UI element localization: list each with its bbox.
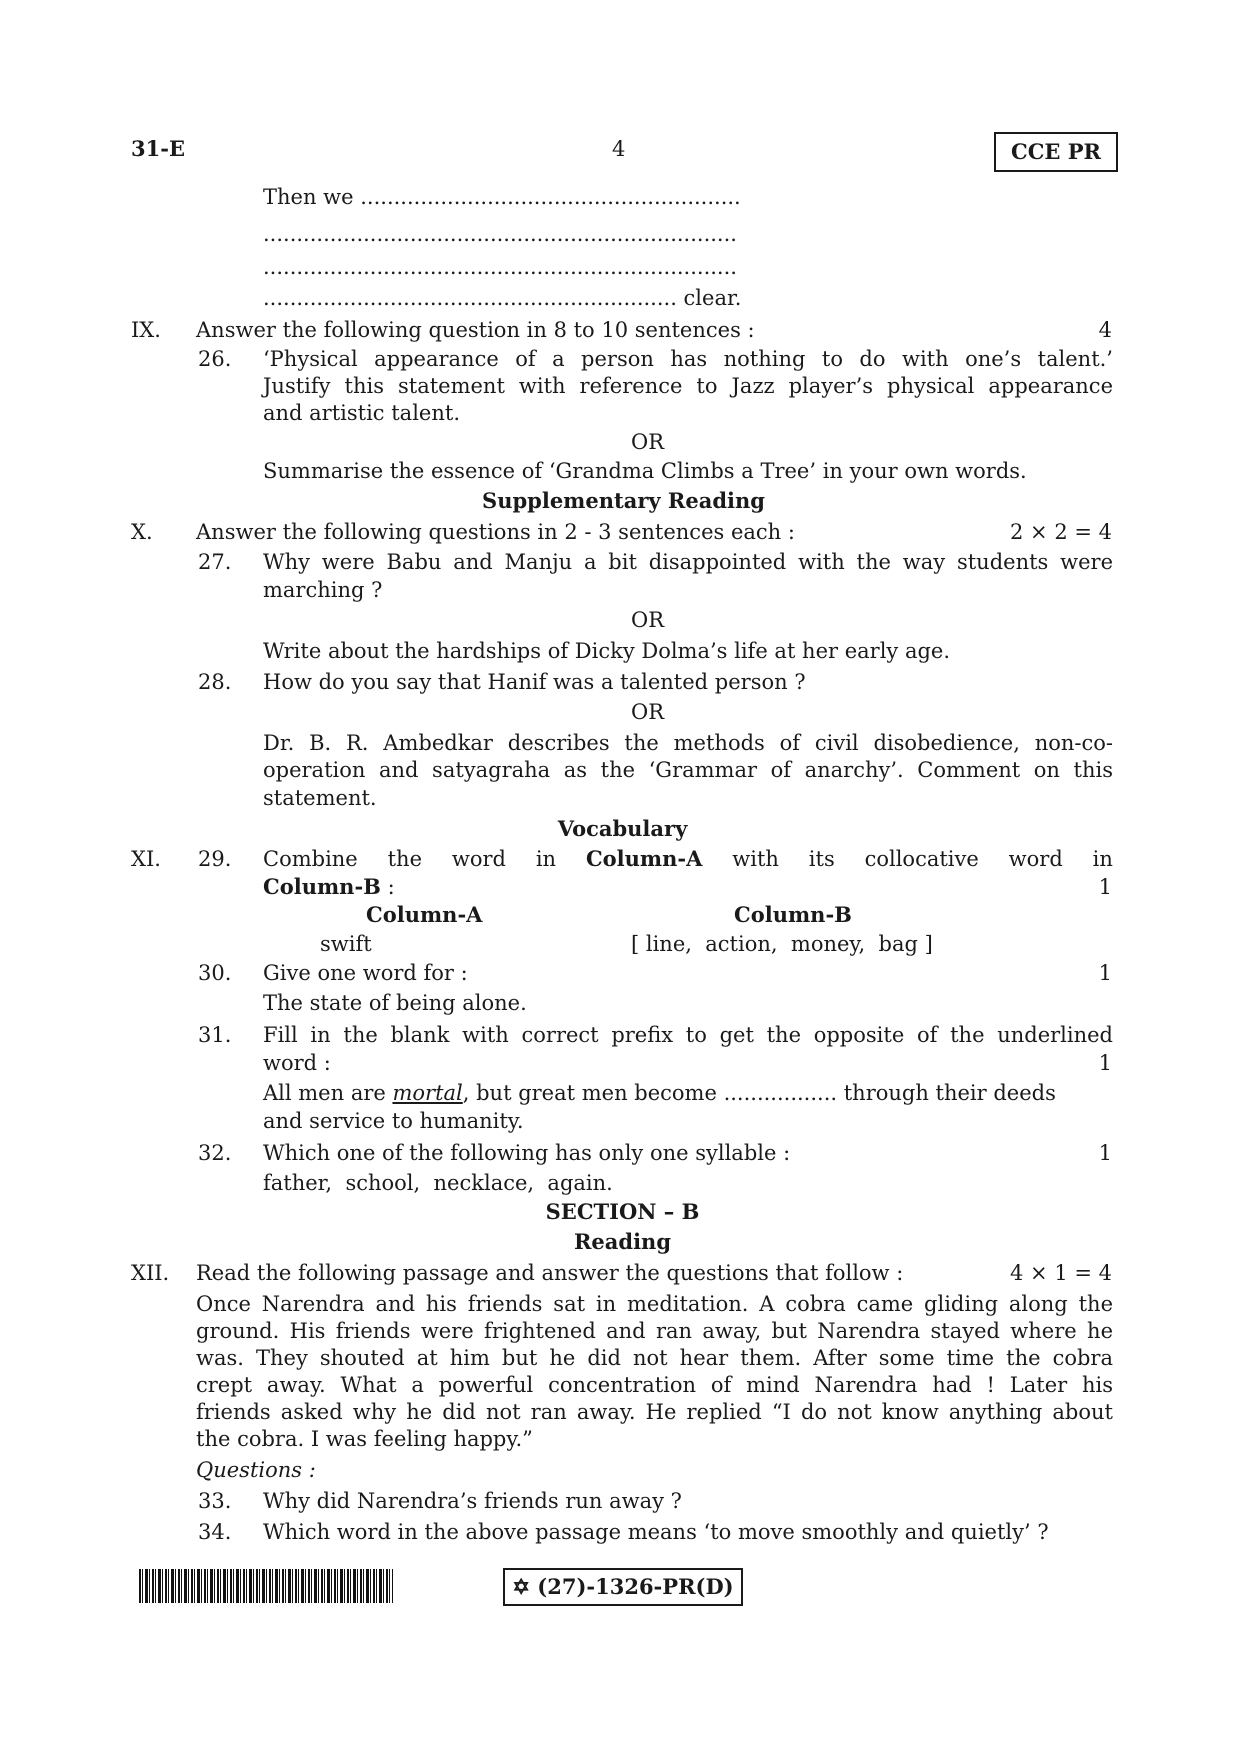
or-separator: OR bbox=[630, 608, 665, 632]
column-a-heading: Column-A bbox=[366, 902, 483, 927]
question-text bbox=[263, 874, 395, 900]
instruction: Answer the following questions in 2 - 3 sentences each : bbox=[196, 520, 795, 544]
question-text: Dr. B. R. Ambedkar describes the methods of civil disobedience, non-co- bbox=[263, 731, 1113, 755]
or-separator: OR bbox=[630, 430, 665, 454]
question-text: Why were Babu and Manju a bit disappointed with the way students were bbox=[263, 550, 1113, 574]
question-text: Write about the hardships of Dicky Dolma’s life at her early age. bbox=[263, 639, 951, 663]
word: the bbox=[387, 847, 423, 871]
passage-line: Once Narendra and his friends sat in meditation. A cobra came gliding along the bbox=[196, 1292, 1113, 1316]
question-number: 31. bbox=[198, 1023, 232, 1047]
section-heading: Vocabulary bbox=[557, 816, 688, 841]
footer-code-box: ✡ (27)-1326-PR(D) bbox=[503, 1568, 743, 1606]
question-text: The state of being alone. bbox=[263, 991, 527, 1015]
question-text: and service to humanity. bbox=[263, 1109, 524, 1133]
question-text: operation and satyagraha as the ‘Grammar of anarchy’. Comment on this bbox=[263, 758, 1113, 782]
marks: 4 × 1 = 4 bbox=[1010, 1261, 1112, 1285]
section-subheading: Reading bbox=[573, 1229, 672, 1254]
marks: 2 × 2 = 4 bbox=[1010, 520, 1112, 544]
word: its bbox=[808, 847, 835, 871]
marks: 1 bbox=[1098, 1051, 1112, 1075]
sentence-part: , but great men become ................. through their deeds bbox=[462, 1081, 1056, 1105]
word: Combine bbox=[263, 847, 358, 871]
series-box: CCE PR bbox=[994, 132, 1118, 172]
column-a-item: swift bbox=[320, 932, 372, 956]
barcode bbox=[139, 1569, 393, 1603]
marks: 1 bbox=[1098, 1141, 1112, 1165]
continuation-line: .............................................................. clear. bbox=[263, 286, 742, 310]
question-text: Give one word for : bbox=[263, 961, 468, 985]
question-text: Which one of the following has only one syllable : bbox=[263, 1141, 791, 1165]
question-text: Which word in the above passage means ‘to move smoothly and quietly’ ? bbox=[263, 1520, 1049, 1544]
question-text: How do you say that Hanif was a talented person ? bbox=[263, 670, 806, 694]
question-number: 34. bbox=[198, 1520, 232, 1544]
question-text: and artistic talent. bbox=[263, 401, 460, 425]
word: with bbox=[732, 847, 779, 871]
question-text: Justify this statement with reference to Jazz player’s physical appearance bbox=[263, 374, 1113, 398]
section-heading: SECTION – B bbox=[545, 1199, 700, 1224]
marks: 1 bbox=[1098, 961, 1112, 985]
question-text: ‘Physical appearance of a person has nothing to do with one’s talent.’ bbox=[263, 347, 1113, 371]
marks: 1 bbox=[1098, 875, 1112, 899]
passage-line: was. They shouted at him but he did not hear them. After some time the cobra bbox=[196, 1346, 1113, 1370]
question-text: Summarise the essence of ‘Grandma Climbs a Tree’ in your own words. bbox=[263, 459, 1027, 483]
continuation-line: ....................................................................... bbox=[263, 255, 737, 279]
question-number: 27. bbox=[198, 550, 232, 574]
column-b-heading: Column-B bbox=[734, 902, 852, 927]
word: collocative bbox=[864, 847, 979, 871]
section-roman: XI. bbox=[131, 847, 161, 871]
marks: 4 bbox=[1098, 318, 1112, 342]
question-text: Fill in the blank with correct prefix to get the opposite of the underlined bbox=[263, 1023, 1113, 1047]
passage-line: friends asked why he did not ran away. He replied “I do not know anything about bbox=[196, 1400, 1113, 1424]
question-number: 28. bbox=[198, 670, 232, 694]
questions-label: Questions : bbox=[196, 1458, 316, 1482]
question-number: 30. bbox=[198, 961, 232, 985]
word: word bbox=[451, 847, 506, 871]
section-roman: IX. bbox=[131, 318, 161, 342]
question-number: 29. bbox=[198, 847, 232, 871]
page-number: 4 bbox=[612, 137, 626, 161]
question-text: Why did Narendra’s friends run away ? bbox=[263, 1489, 682, 1513]
instruction: Answer the following question in 8 to 10 sentences : bbox=[196, 318, 755, 342]
continuation-line: Then we ......................................................... bbox=[263, 185, 741, 209]
question-sentence bbox=[263, 1080, 1113, 1106]
sentence-part: All men are bbox=[263, 1081, 393, 1105]
question-text: marching ? bbox=[263, 578, 383, 602]
passage-line: the cobra. I was feeling happy.” bbox=[196, 1427, 533, 1451]
passage-line: ground. His friends were frightened and ran away, but Narendra stayed where he bbox=[196, 1319, 1113, 1343]
column-b-label: Column-B bbox=[263, 874, 381, 899]
question-text bbox=[263, 846, 1113, 872]
question-text: word : bbox=[263, 1051, 331, 1075]
section-roman: X. bbox=[131, 520, 153, 544]
passage-line: crept away. What a powerful concentration of mind Narendra had ! Later his bbox=[196, 1373, 1113, 1397]
column-b-items: [ line, action, money, bag ] bbox=[631, 932, 933, 956]
section-heading: Supplementary Reading bbox=[482, 488, 765, 513]
continuation-line: ....................................................................... bbox=[263, 222, 737, 246]
question-number: 26. bbox=[198, 347, 232, 371]
question-number: 32. bbox=[198, 1141, 232, 1165]
word: word bbox=[1008, 847, 1063, 871]
word: in bbox=[1092, 847, 1113, 871]
question-number: 33. bbox=[198, 1489, 232, 1513]
or-separator: OR bbox=[630, 700, 665, 724]
section-roman: XII. bbox=[131, 1261, 170, 1285]
word: Column-A bbox=[585, 846, 703, 871]
question-options: father, school, necklace, again. bbox=[263, 1171, 613, 1195]
underlined-word: mortal bbox=[392, 1081, 463, 1105]
paper-code: 31-E bbox=[131, 136, 185, 161]
colon: : bbox=[380, 875, 395, 899]
word: in bbox=[535, 847, 557, 871]
instruction: Read the following passage and answer the questions that follow : bbox=[196, 1261, 904, 1285]
question-text: statement. bbox=[263, 786, 377, 810]
